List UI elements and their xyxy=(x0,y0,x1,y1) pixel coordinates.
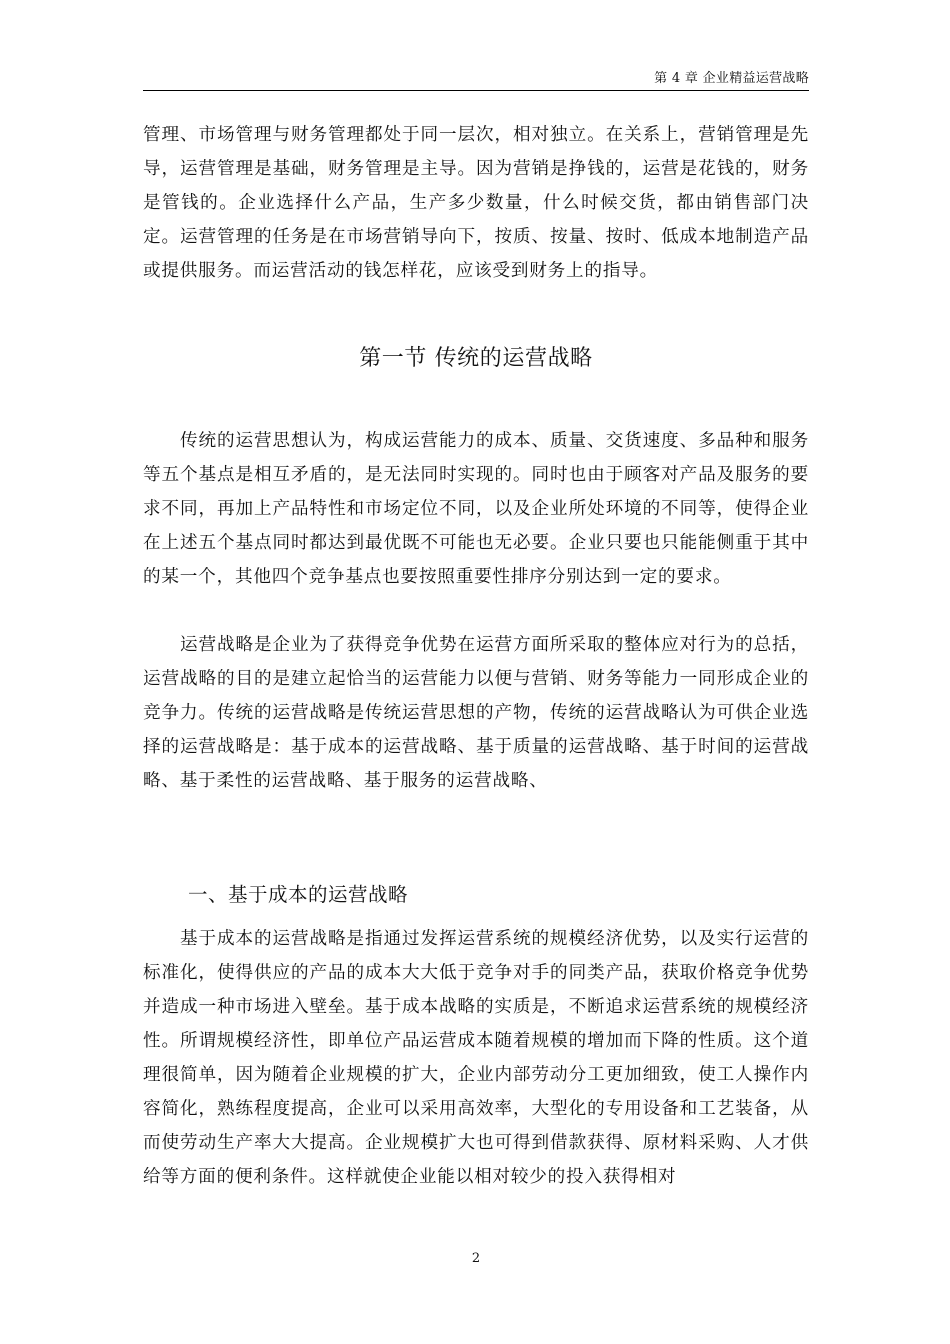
page-number: 2 xyxy=(471,1251,481,1266)
section-title: 第一节 传统的运营战略 xyxy=(359,346,593,371)
intro-paragraph: 管理、市场管理与财务管理都处于同一层次，相对独立。在关系上，营销管理是先导，运营管理是基础，财务管理是主导。因为营销是挣钱的，运营是花钱的，财务是管钱的。企业选择什么产品，生产多少数量，什么时候交货，都由销售部门决定。运营管理的任务是在市场营销导向下，按质、按量、按时、低成本地制造产品或提供服务。而运营活动的钱怎样花，应该受到财务上的指导。 xyxy=(143,125,809,281)
subsection-title: 一、基于成本的运营战略 xyxy=(188,883,409,906)
chapter-title: 第 4 章 企业精益运营战略 xyxy=(654,71,809,86)
section-paragraph-1: 传统的运营思想认为，构成运营能力的成本、质量、交货速度、多品种和服务等五个基点是相互矛盾的，是无法同时实现的。同时也由于顾客对产品及服务的要求不同，再加上产品特性和市场定位不同，以及企业所处环境的不同等，使得企业在上述五个基点同时都达到最优既不可能也无必要。企业只要也只能能侧重于其中的某一个，其他四个竞争基点也要按照重要性排序分别达到一定的要求。 xyxy=(143,431,809,587)
page-header xyxy=(143,68,809,91)
subsection-paragraph-1: 基于成本的运营战略是指通过发挥运营系统的规模经济优势，以及实行运营的标准化，使得供应的产品的成本大大低于竞争对手的同类产品，获取价格竞争优势并造成一种市场进入壁垒。基于成本战略的实质是，不断追求运营系统的规模经济性。所谓规模经济性，即单位产品运营成本随着规模的增加而下降的性质。这个道理很简单，因为随着企业规模的扩大，企业内部劳动分工更加细致，使工人操作内容简化，熟练程度提高，企业可以采用高效率，大型化的专用设备和工艺装备，从而使劳动生产率大大提高。企业规模扩大也可得到借款获得、原材料采购、人才供给等方面的便利条件。这样就使企业能以相对较少的投入获得相对 xyxy=(143,929,809,1187)
section-paragraph-2: 运营战略是企业为了获得竞争优势在运营方面所采取的整体应对行为的总括，运营战略的目的是建立起恰当的运营能力以便与营销、财务等能力一同形成企业的竞争力。传统的运营战略是传统运营思想的产物，传统的运营战略认为可供企业选择的运营战略是：基于成本的运营战略、基于质量的运营战略、基于时间的运营战略、基于柔性的运营战略、基于服务的运营战略、 xyxy=(143,635,809,791)
